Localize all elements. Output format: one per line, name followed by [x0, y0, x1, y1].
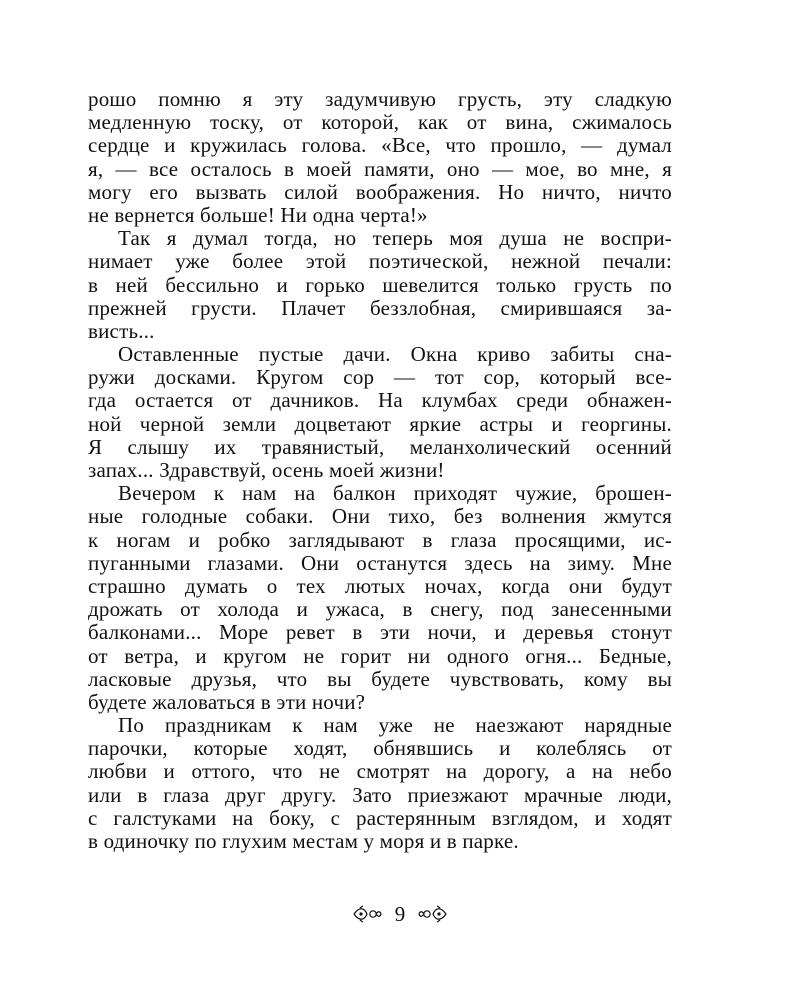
- text-line: не вернется больше! Ни одна черта!»: [88, 203, 428, 227]
- text-line: пуганными глазами. Они останутся здесь на зиму. Мне: [88, 551, 672, 575]
- text-line: в одиночку по глухим местам у моря и в парке.: [88, 830, 519, 853]
- right-fleuron-icon: [417, 905, 449, 923]
- text-line: Так я думал тогда, но теперь моя душа не воспри-: [118, 227, 672, 251]
- text-line: от ветра, и кругом не горит ни одного огня... Бедные,: [88, 644, 672, 668]
- left-fleuron-icon: [351, 905, 383, 923]
- text-line: дрожать от холода и ужаса, в снегу, под занесенными: [88, 598, 672, 622]
- text-line: прежней грусти. Плачет беззлобная, смирившаяся за-: [88, 296, 672, 320]
- page-footer: [0, 902, 800, 926]
- page-number: 9: [394, 902, 406, 926]
- text-line: в ней бессильно и горько шевелится только грусть по: [88, 273, 672, 297]
- text-line: любви и оттого, что не смотрят на дорогу, а на небо: [88, 760, 672, 784]
- text-line: с галстуками на боку, с растерянным взглядом, и ходят: [88, 806, 672, 830]
- text-line: ласковые друзья, что вы будете чувствовать, кому вы: [88, 667, 672, 691]
- text-line: могу его вызвать силой воображения. Но ничто, ничто: [88, 180, 672, 204]
- text-line: рошо помню я эту задумчивую грусть, эту сладкую: [88, 88, 672, 111]
- text-line: По праздникам к нам уже не наезжают нарядные: [118, 714, 672, 738]
- text-line: медленную тоску, от которой, как от вина, сжималось: [88, 111, 672, 135]
- text-line: Я слышу их травянистый, меланхолический осенний: [88, 435, 672, 459]
- text-line: ные голодные собаки. Они тихо, без волнения жмутся: [88, 505, 672, 529]
- text-line: парочки, которые ходят, обнявшись и колеблясь от: [88, 737, 672, 761]
- text-line: висть...: [88, 319, 155, 343]
- text-line: к ногам и робко заглядывают в глаза просящими, ис-: [88, 528, 672, 552]
- text-line: я, — все осталось в моей памяти, оно — мое, во мне, я: [88, 157, 672, 181]
- text-line: гда остается от дачников. На клумбах среди обнажен-: [88, 389, 672, 413]
- text-line: ной черной земли доцветают яркие астры и георгины.: [88, 412, 672, 436]
- text-line: страшно думать о тех лютых ночах, когда они будут: [88, 574, 672, 598]
- text-line: будете жаловаться в эти ночи?: [88, 690, 366, 714]
- text-line: нимает уже более этой поэтической, нежной печали:: [88, 250, 672, 274]
- text-line: балконами... Море ревет в эти ночи, и деревья стонут: [88, 621, 672, 645]
- body-text: [88, 88, 672, 853]
- text-line: Оставленные пустые дачи. Окна криво забиты сна-: [118, 343, 672, 367]
- text-line: Вечером к нам на балкон приходят чужие, брошен-: [118, 482, 672, 506]
- text-line: сердце и кружилась голова. «Все, что прошло, — думал: [88, 134, 672, 158]
- text-line: запах... Здравствуй, осень моей жизни!: [88, 459, 445, 482]
- text-line: ружи досками. Кругом сор — тот сор, который все-: [88, 366, 672, 390]
- text-line: или в глаза друг другу. Зато приезжают мрачные люди,: [88, 783, 672, 807]
